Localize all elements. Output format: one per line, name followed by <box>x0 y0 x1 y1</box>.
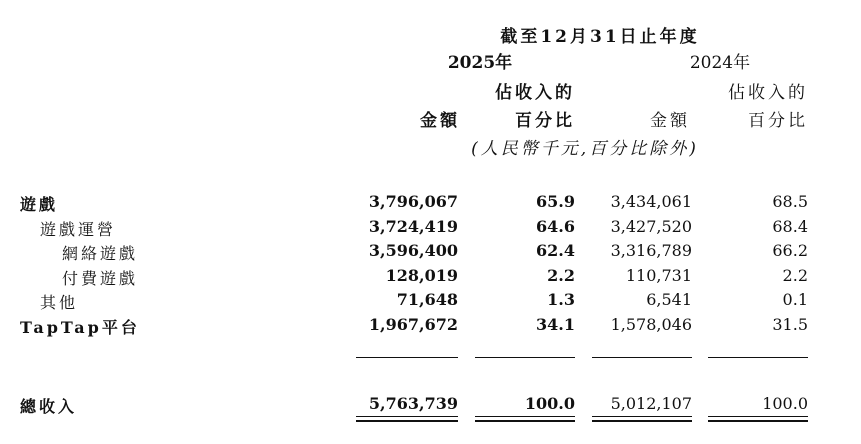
row-label: 其他 <box>40 293 79 312</box>
total-underline1-pct-2024 <box>708 416 808 417</box>
row-label: 遊戲 <box>20 195 59 214</box>
pct-2025-label-line2: 百分比 <box>515 111 575 131</box>
total-pct-2024: 100.0 <box>762 394 808 413</box>
unit-note: (人民幣千元,百分比除外) <box>471 139 699 159</box>
row-pct-2024: 0.1 <box>782 290 808 309</box>
row-label: 付費遊戲 <box>62 269 139 288</box>
row-pct-2024: 68.4 <box>772 217 808 236</box>
row-amount-2024: 3,316,789 <box>610 241 692 260</box>
row-amount-2024: 3,434,061 <box>610 192 692 211</box>
pct-2024-label-line1: 佔收入的 <box>728 83 808 103</box>
amount-2024-label: 金額 <box>650 111 690 131</box>
total-underline2-pct-2025 <box>475 420 575 422</box>
total-underline1-amount-2024 <box>592 416 692 417</box>
total-underline2-pct-2024 <box>708 420 808 422</box>
row-label: TapTap平台 <box>20 318 140 337</box>
row-label: 網絡遊戲 <box>62 244 139 263</box>
year-2025-header: 2025年 <box>447 53 513 73</box>
row-amount-2025: 1,967,672 <box>368 315 458 334</box>
period-header: 截至12月31日止年度 <box>500 27 700 47</box>
row-pct-2025: 62.4 <box>536 241 575 260</box>
subtotal-underline-amount-2025 <box>356 357 458 358</box>
row-label: 遊戲運營 <box>40 220 117 239</box>
total-underline1-amount-2025 <box>356 416 458 417</box>
row-amount-2024: 1,578,046 <box>610 315 692 334</box>
total-amount-2024: 5,012,107 <box>610 394 692 413</box>
total-amount-2025: 5,763,739 <box>368 394 458 413</box>
row-amount-2025: 3,596,400 <box>368 241 458 260</box>
pct-2024-label-line2: 百分比 <box>748 111 808 131</box>
row-pct-2024: 66.2 <box>772 241 808 260</box>
row-pct-2024: 31.5 <box>772 315 808 334</box>
row-pct-2024: 68.5 <box>772 192 808 211</box>
total-pct-2025: 100.0 <box>524 394 575 413</box>
row-amount-2025: 3,796,067 <box>368 192 458 211</box>
subtotal-underline-amount-2024 <box>592 357 692 358</box>
year-2024-header: 2024年 <box>689 53 751 73</box>
total-underline2-amount-2025 <box>356 420 458 422</box>
total-underline1-pct-2025 <box>475 416 575 417</box>
row-amount-2024: 110,731 <box>625 266 692 285</box>
row-pct-2025: 34.1 <box>536 315 575 334</box>
pct-2025-label-line1: 佔收入的 <box>495 83 575 103</box>
row-amount-2024: 3,427,520 <box>610 217 692 236</box>
subtotal-underline-pct-2024 <box>708 357 808 358</box>
amount-2025-label: 金額 <box>420 111 460 131</box>
row-pct-2025: 65.9 <box>536 192 575 211</box>
total-label: 總收入 <box>20 397 78 416</box>
subtotal-underline-pct-2025 <box>475 357 575 358</box>
row-pct-2024: 2.2 <box>782 266 808 285</box>
row-amount-2025: 71,648 <box>396 290 458 309</box>
row-pct-2025: 64.6 <box>536 217 575 236</box>
row-pct-2025: 1.3 <box>547 290 575 309</box>
row-amount-2025: 3,724,419 <box>368 217 458 236</box>
total-underline2-amount-2024 <box>592 420 692 422</box>
row-amount-2024: 6,541 <box>646 290 692 309</box>
row-pct-2025: 2.2 <box>547 266 575 285</box>
row-amount-2025: 128,019 <box>385 266 458 285</box>
